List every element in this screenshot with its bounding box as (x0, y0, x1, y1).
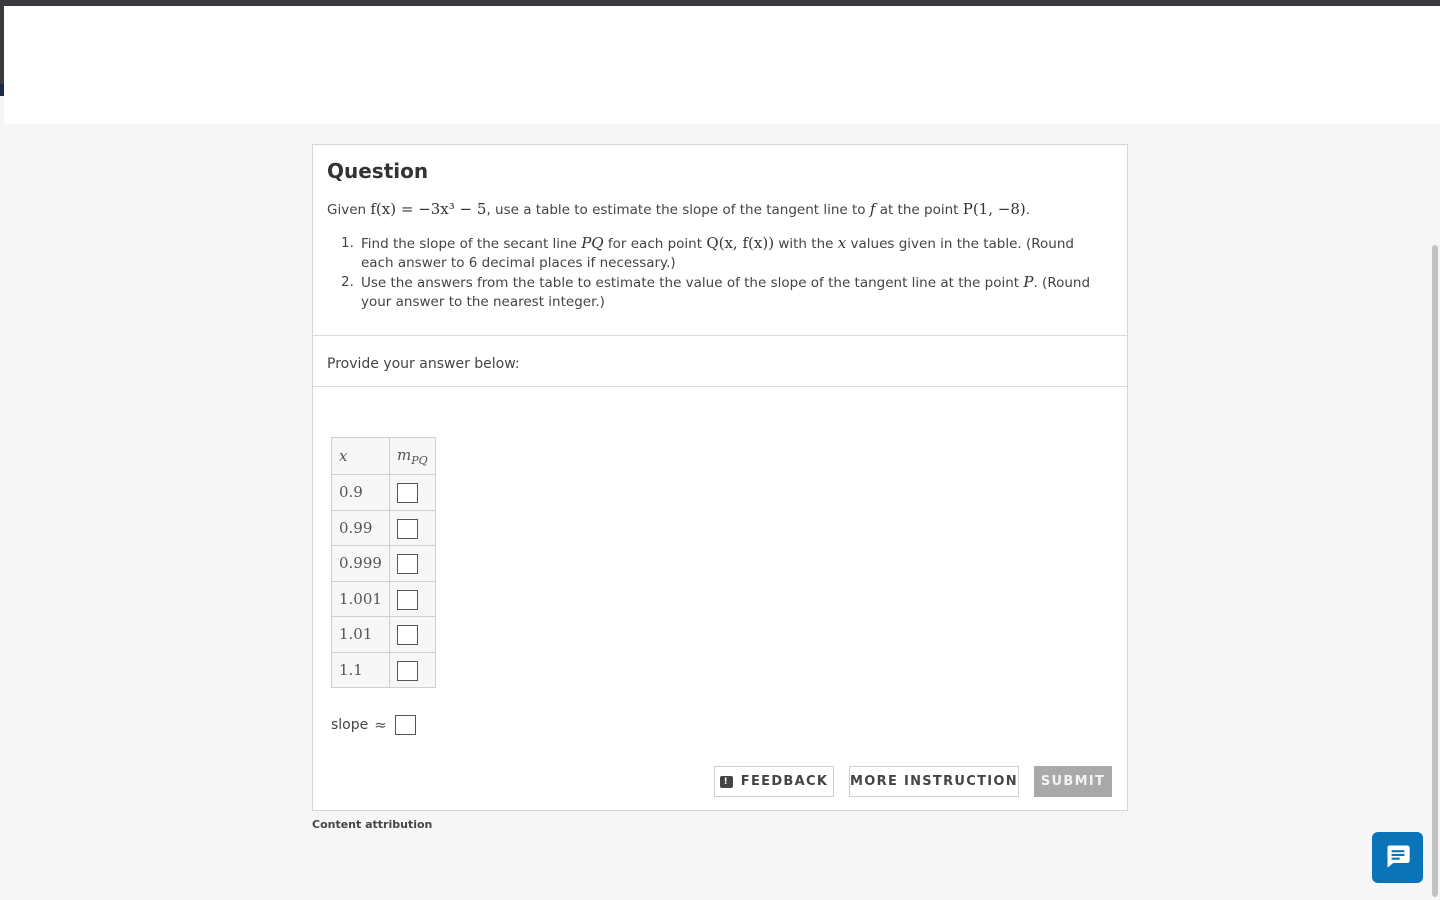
instruction-text: Use the answers from the table to estimate the value of the slope of the tangent line at the point (361, 275, 1020, 291)
instruction-text: values given in the table. (Round each answer to 6 decimal places if necessary.) (361, 236, 1074, 271)
given-period: . (1025, 202, 1031, 218)
slope-label: slope (331, 717, 369, 733)
submit-label: SUBMIT (1040, 774, 1106, 789)
table-header-row (332, 438, 436, 475)
slope-input[interactable] (397, 661, 418, 681)
header-area (4, 6, 1440, 124)
approx-symbol: ≈ (374, 716, 387, 734)
slope-input[interactable] (397, 554, 418, 574)
column-header-x: x (332, 438, 390, 475)
m-symbol: m (396, 445, 412, 464)
answer-prompt-section (313, 336, 1127, 387)
page-scrollbar[interactable] (1432, 245, 1438, 897)
instruction-text: for each point (607, 236, 703, 252)
x-value-cell: 0.9 (332, 475, 390, 511)
feedback-label: FEEDBACK (740, 774, 829, 789)
secant-slope-table (331, 437, 436, 688)
instruction-text: with the (778, 236, 834, 252)
table-row (332, 581, 436, 617)
question-title: Question (327, 159, 429, 183)
table-row (332, 652, 436, 688)
x-symbol: x (837, 234, 847, 252)
question-section (313, 145, 1127, 336)
instruction-item (341, 273, 1101, 312)
x-value-cell: 1.001 (332, 581, 390, 617)
slope-input-cell (389, 510, 435, 546)
table-row (332, 617, 436, 653)
point-q-symbol: Q(x, f(x)) (706, 234, 775, 252)
slope-input[interactable] (397, 483, 418, 503)
slope-input-cell (389, 581, 435, 617)
slope-estimate-input[interactable] (395, 715, 416, 735)
more-instruction-label: MORE INSTRUCTION (850, 774, 1018, 789)
instruction-list (341, 234, 1101, 312)
table-row (332, 546, 436, 582)
question-given (327, 200, 1030, 218)
answer-prompt: Provide your answer below: (327, 356, 520, 372)
slope-input-cell (389, 475, 435, 511)
content-attribution-link[interactable]: Content attribution (312, 818, 433, 831)
feedback-button[interactable] (714, 766, 834, 797)
p-symbol: P (1023, 273, 1034, 291)
chat-bubble-icon (1384, 842, 1412, 874)
instruction-text: Find the slope of the secant line (361, 236, 577, 252)
mpq-label (396, 445, 428, 467)
slope-estimate-row (331, 715, 416, 735)
instruction-number: 1. (341, 235, 354, 251)
table-row (332, 510, 436, 546)
table-row (332, 475, 436, 511)
chat-button[interactable] (1372, 832, 1423, 883)
slope-input[interactable] (397, 519, 418, 539)
question-card (312, 144, 1128, 811)
slope-input-cell (389, 546, 435, 582)
instruction-number: 2. (341, 274, 354, 290)
given-prefix: Given (327, 202, 367, 218)
slope-input[interactable] (397, 590, 418, 610)
instruction-item (341, 234, 1101, 273)
feedback-icon: ! (720, 776, 733, 788)
function-expression: f(x) = −3x³ − 5 (370, 200, 487, 218)
slope-input[interactable] (397, 625, 418, 645)
f-symbol: f (869, 200, 876, 218)
slope-input-cell (389, 617, 435, 653)
more-instruction-button[interactable] (849, 766, 1019, 797)
pq-subscript: PQ (411, 453, 428, 467)
x-value-cell: 1.1 (332, 652, 390, 688)
column-header-mpq (389, 438, 435, 475)
instruction-text: . (Round your answer to the nearest integer.) (361, 275, 1091, 310)
given-suffix: at the point (879, 202, 959, 218)
secant-line-symbol: PQ (581, 234, 604, 252)
x-value-cell: 0.99 (332, 510, 390, 546)
slope-input-cell (389, 652, 435, 688)
x-value-cell: 1.01 (332, 617, 390, 653)
x-value-cell: 0.999 (332, 546, 390, 582)
given-middle: , use a table to estimate the slope of the tangent line to (486, 202, 866, 218)
point-p: P(1, −8) (962, 200, 1026, 218)
submit-button[interactable] (1034, 766, 1112, 797)
